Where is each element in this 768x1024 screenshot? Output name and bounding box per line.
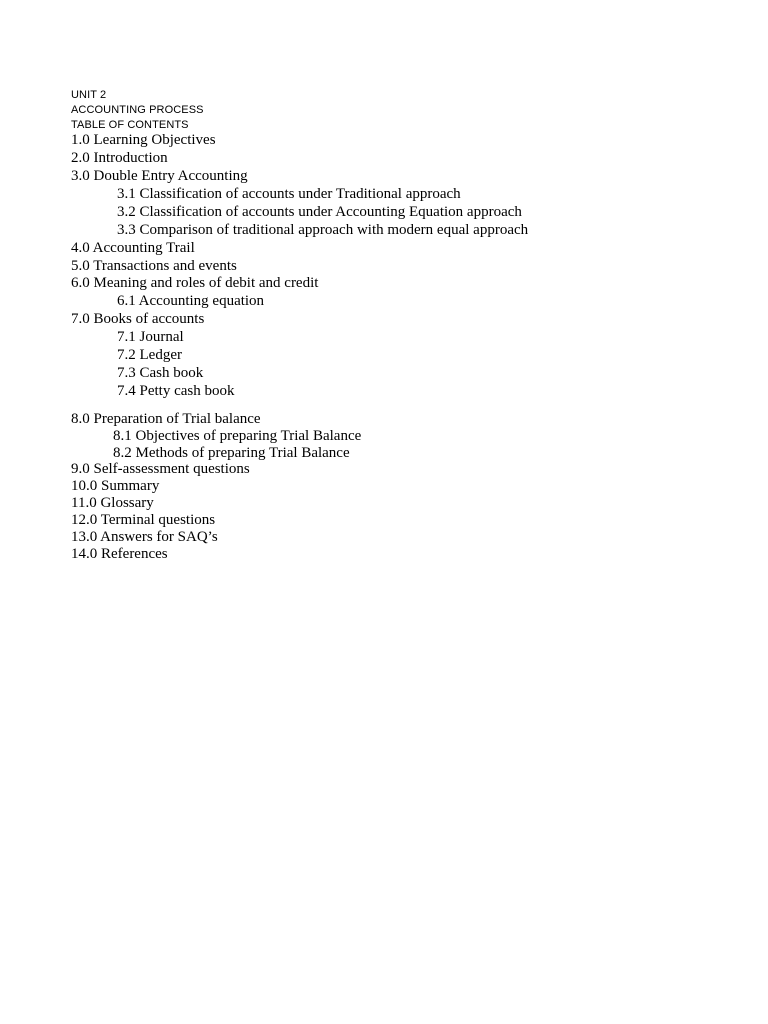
toc-subitem: 7.3 Cash book <box>117 365 204 381</box>
toc-item: 12.0 Terminal questions <box>71 512 216 528</box>
toc-subitem: 3.1 Classification of accounts under Traditional approach <box>117 186 461 202</box>
toc-item: 4.0 Accounting Trail <box>71 240 195 256</box>
toc-subitem: 3.2 Classification of accounts under Accounting Equation approach <box>117 204 522 220</box>
toc-item: 2.0 Introduction <box>71 150 168 166</box>
toc-item: 14.0 References <box>71 546 168 562</box>
toc-item: 9.0 Self-assessment questions <box>71 461 250 477</box>
toc-subitem: 7.4 Petty cash book <box>117 383 235 399</box>
toc-subitem: 6.1 Accounting equation <box>117 293 265 309</box>
toc-subitem: 8.2 Methods of preparing Trial Balance <box>113 445 350 461</box>
toc-subitem: 7.1 Journal <box>117 329 184 345</box>
toc-subitem: 3.3 Comparison of traditional approach with modern equal approach <box>117 222 529 238</box>
unit-title: ACCOUNTING PROCESS <box>71 104 204 116</box>
toc-item: 6.0 Meaning and roles of debit and credit <box>71 275 319 291</box>
toc-item: 1.0 Learning Objectives <box>71 132 216 148</box>
toc-item: 10.0 Summary <box>71 478 160 494</box>
toc-item: 11.0 Glossary <box>71 495 154 511</box>
toc-item: 13.0 Answers for SAQ’s <box>71 529 218 545</box>
document-heading <box>71 88 204 133</box>
toc-subitem: 7.2 Ledger <box>117 347 182 363</box>
toc-item: 3.0 Double Entry Accounting <box>71 168 248 184</box>
toc-heading: TABLE OF CONTENTS <box>71 119 189 131</box>
unit-label: UNIT 2 <box>71 89 107 101</box>
toc-subitem: 8.1 Objectives of preparing Trial Balance <box>113 428 362 444</box>
toc-item: 8.0 Preparation of Trial balance <box>71 411 261 427</box>
toc-item: 5.0 Transactions and events <box>71 258 237 274</box>
toc-item: 7.0 Books of accounts <box>71 311 205 327</box>
